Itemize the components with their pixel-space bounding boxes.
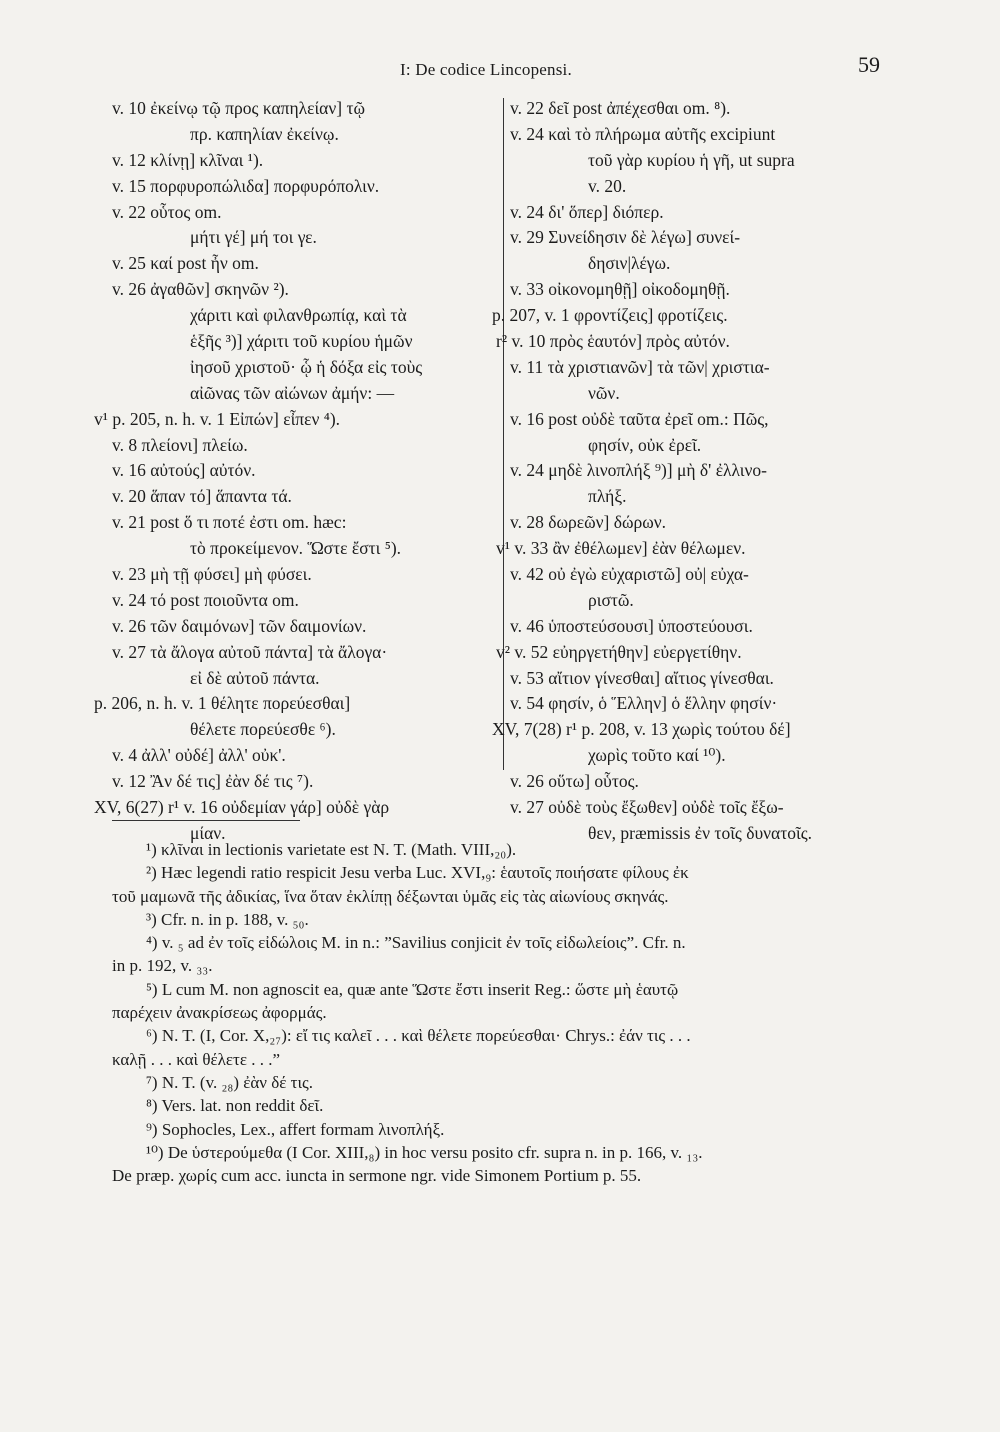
left-apparatus-line: v. 27 τὰ ἄλογα αὐτοῦ πάντα] τὰ ἄλογα·: [112, 641, 388, 662]
left-apparatus-line: εἰ δὲ αὐτοῦ πάντα.: [190, 667, 320, 688]
right-apparatus-line: v. 11 τὰ χριστιανῶν] τὰ τῶν| χριστια-: [510, 356, 770, 377]
right-apparatus-line: v. 54 φησίν, ὁ Ἕλλην] ὁ ἕλλην φησίν·: [510, 693, 778, 714]
right-apparatus-line: πλήξ.: [588, 486, 627, 507]
left-apparatus-line: v. 15 πορφυροπώλιδα] πορφυρόπολιν.: [112, 175, 380, 196]
footnotes: [112, 838, 892, 1187]
left-apparatus-line: v. 26 τῶν δαιμόνων] τῶν δαιμονίων.: [112, 615, 367, 636]
right-apparatus-line: v. 42 οὐ ἐγὼ εὐχαριστῶ] οὐ| εὐχα-: [510, 564, 749, 585]
right-apparatus-line: v. 24 μηδὲ λινοπλήξ ⁹)] μὴ δ' ἐλλινο-: [510, 460, 767, 481]
footnote-line: ²) Hæc legendi ratio respicit Jesu verba Luc. XVI,₉: ἑαυτοῖς ποιήσατε φίλους ἐκ: [146, 863, 689, 883]
right-apparatus-line: v. 46 ὑποστεύσουσι] ὑποστεύουσι.: [510, 615, 753, 636]
column-divider: [503, 98, 504, 770]
right-apparatus-line: δησιν|λέγω.: [588, 253, 671, 274]
left-apparatus-line: αἰῶνας τῶν αἰώνων ἀμήν: —: [190, 382, 395, 403]
left-apparatus-line: v. 26 ἀγαθῶν] σκηνῶν ²).: [112, 279, 289, 300]
page-number: 59: [858, 52, 880, 77]
footnote-rule: [112, 820, 300, 821]
right-apparatus-line: v. 33 οἰκονομηθῇ] οἰκοδομηθῇ.: [510, 279, 730, 300]
footnote-line: ³) Cfr. n. in p. 188, v. ₅₀.: [146, 909, 309, 929]
footnote-line: ¹⁰) De ὑστερούμεθα (I Cor. XIII,₈) in hoc versu posito cfr. supra n. in p. 166, v. ₁₃.: [146, 1142, 703, 1162]
right-apparatus-line: v¹ v. 33 ἂν ἐθέλωμεν] ἐὰν θέλωμεν.: [496, 538, 746, 559]
left-apparatus-line: τὸ προκείμενον. Ὥστε ἔστι ⁵).: [190, 538, 402, 559]
left-apparatus-line: ἑξῆς ³)] χάριτι τοῦ κυρίου ἡμῶν: [190, 331, 413, 352]
footnote-line: ⁹) Sophocles, Lex., affert formam λινοπλήξ.: [146, 1119, 445, 1139]
right-apparatus-line: v. 20.: [588, 175, 627, 196]
left-apparatus-line: μίαν.: [190, 822, 226, 843]
footnote-line: παρέχειν ἀνακρίσεως ἀφορμάς.: [112, 1003, 327, 1023]
left-apparatus-line: v. 10 ἐκείνῳ τῷ προς καπηλείαν] τῷ: [112, 98, 366, 118]
left-apparatus-line: πρ. καπηλίαν ἐκείνῳ.: [190, 123, 339, 144]
left-apparatus-line: μήτι γέ] μή τοι γε.: [190, 227, 317, 248]
right-apparatus-line: v. 24 καὶ τὸ πλήρωμα αὐτῆς excipiunt: [510, 123, 776, 144]
footnote-line: ⁵) L cum M. non agnoscit ea, quæ ante Ὥστε ἔστι inserit Reg.: ὥστε μὴ ἑαυτῷ: [146, 979, 679, 999]
left-apparatus-line: v. 12 κλίνῃ] κλῖναι ¹).: [112, 149, 264, 170]
right-apparatus-line: v² v. 52 εὐηργετήθην] εὐεργετίθην.: [496, 641, 742, 662]
left-apparatus-line: v. 16 αὐτούς] αὐτόν.: [112, 460, 256, 481]
left-apparatus-line: v. 21 post ὅ τι ποτέ ἐστι om. hæc:: [112, 512, 347, 533]
right-apparatus-line: r² v. 10 πρὸς ἑαυτόν] πρὸς αὐτόν.: [496, 331, 730, 352]
right-apparatus-line: v. 24 δι' ὅπερ] διόπερ.: [510, 201, 664, 222]
footnote-line: τοῦ μαμωνᾶ τῆς ἀδικίας, ἵνα ὅταν ἐκλίπῃ δέξωνται ὑμᾶς εἰς τὰς αἰωνίους σκηνάς.: [112, 886, 669, 906]
left-apparatus-line: v. 20 ἅπαν τό] ἅπαντα τά.: [112, 486, 292, 507]
right-apparatus-line: v. 16 post οὐδὲ ταῦτα ἐρεῖ om.: Πῶς,: [510, 408, 769, 429]
left-apparatus-line: v. 25 καί post ἦν om.: [112, 253, 259, 274]
footnote-line: in p. 192, v. ₃₃.: [112, 956, 213, 976]
right-apparatus-line: θεν, præmissis ἐν τοῖς δυνατοῖς.: [588, 822, 813, 843]
footnote-line: ⁶) N. T. (I, Cor. X,₂₇): εἴ τις καλεῖ . . . καὶ θέλετε πορεύεσθαι· Chrys.: ἐάν τις . . .: [146, 1026, 691, 1046]
left-apparatus-line: v. 23 μὴ τῇ φύσει] μὴ φύσει.: [112, 564, 312, 585]
left-apparatus-line: ἰησοῦ χριστοῦ· ᾧ ἡ δόξα εἰς τοὺς: [190, 356, 423, 377]
right-apparatus-line: τοῦ γὰρ κυρίου ἡ γῆ, ut supra: [588, 149, 795, 170]
right-apparatus-line: φησίν, οὐκ ἐρεῖ.: [588, 434, 702, 455]
running-head: [0, 52, 1000, 82]
left-column: [94, 96, 500, 847]
left-apparatus-line: v. 22 οὗτος om.: [112, 201, 222, 222]
left-apparatus-line: p. 206, n. h. v. 1 θέλητε πορεύεσθαι]: [94, 693, 351, 714]
left-apparatus-line: XV, 6(27) r¹ v. 16 οὐδεμίαν γάρ] οὐδὲ γὰρ: [94, 797, 390, 818]
footnote-line: De præp. χωρίς cum acc. iuncta in sermone ngr. vide Simonem Portium p. 55.: [112, 1166, 642, 1186]
left-apparatus-line: θέλετε πορεύεσθε ⁶).: [190, 719, 336, 740]
left-apparatus-line: v. 4 ἀλλ' οὐδέ] ἀλλ' οὐκ'.: [112, 745, 286, 766]
right-apparatus-line: p. 207, v. 1 φροντίζεις] φροτίζεις.: [492, 305, 728, 326]
right-apparatus-line: χωρὶς τοῦτο καί ¹⁰).: [588, 745, 726, 766]
footnote-line: ⁴) v. ₅ ad ἐν τοῖς εἰδώλοις M. in n.: ”Savilius conjicit ἐν τοῖς εἰδωλείοις”. Cfr. n.: [146, 933, 686, 953]
footnote-line: καλῇ . . . καὶ θέλετε . . .”: [112, 1049, 281, 1069]
right-apparatus-line: v. 26 οὕτω] οὗτος.: [510, 771, 639, 792]
right-apparatus-line: XV, 7(28) r¹ p. 208, v. 13 χωρὶς τούτου δέ]: [492, 719, 791, 740]
right-apparatus-line: νῶν.: [588, 382, 620, 403]
right-apparatus-line: v. 53 αἴτιον γίνεσθαι] αἴτιος γίνεσθαι.: [510, 667, 774, 688]
left-apparatus-line: v. 8 πλείονι] πλείω.: [112, 434, 248, 455]
footnote-line: ⁷) N. T. (v. ₂₈) ἐὰν δέ τις.: [146, 1072, 314, 1092]
right-apparatus-line: v. 27 οὐδὲ τοὺς ἔξωθεν] οὐδὲ τοῖς ἔξω-: [510, 797, 784, 818]
left-apparatus-line: χάριτι καὶ φιλανθρωπίᾳ, καὶ τὰ: [190, 305, 407, 326]
left-apparatus-line: v. 12 Ἂν δέ τις] ἐὰν δέ τις ⁷).: [112, 771, 314, 792]
left-apparatus-line: v¹ p. 205, n. h. v. 1 Εἰπών] εἶπεν ⁴).: [94, 408, 341, 429]
right-apparatus-line: v. 22 δεῖ post ἀπέχεσθαι om. ⁸).: [510, 98, 731, 118]
right-apparatus-line: v. 29 Συνείδησιν δὲ λέγω] συνεί-: [510, 227, 741, 248]
left-apparatus-line: v. 24 τό post ποιοῦντα om.: [112, 589, 299, 610]
footnote-line: ⁸) Vers. lat. non reddit δεῖ.: [146, 1096, 324, 1116]
footnote-line: ¹) κλῖναι in lectionis varietate est N. T. (Math. VIII,₂₀).: [146, 840, 517, 859]
right-apparatus-line: v. 28 δωρεῶν] δώρων.: [510, 512, 667, 533]
right-apparatus-line: ριστῶ.: [588, 589, 634, 610]
running-title: I: De codice Lincopensi.: [400, 60, 572, 79]
right-column: [492, 96, 892, 847]
